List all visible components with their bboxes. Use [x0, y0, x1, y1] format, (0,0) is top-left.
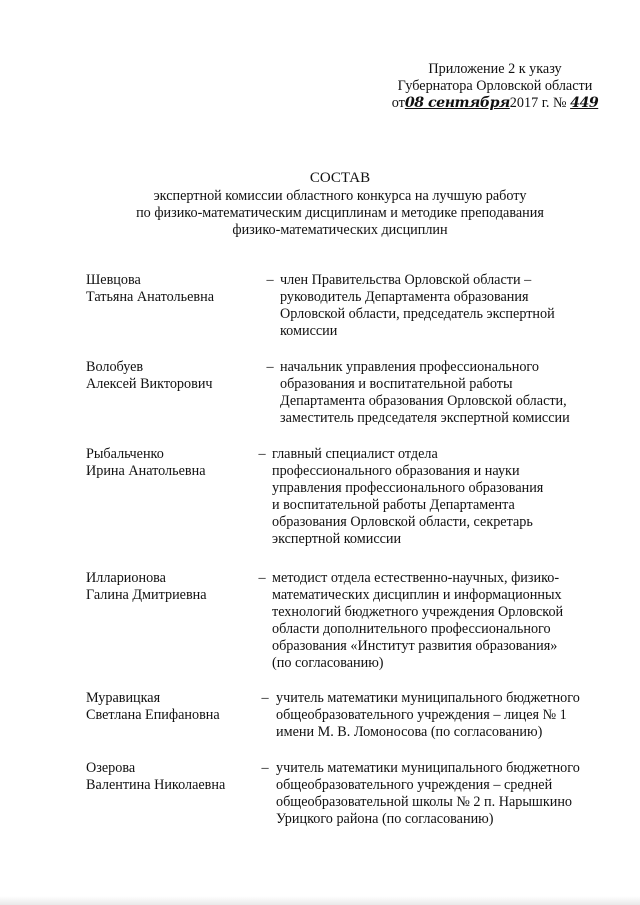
- member-given-names: Галина Дмитриевна: [86, 587, 207, 603]
- member-name: [86, 272, 256, 306]
- member-role: [272, 446, 612, 548]
- appendix-title: Приложение 2 к указу: [428, 61, 562, 77]
- role-line: Орловской области, председатель экспертной: [280, 306, 555, 322]
- role-line: начальник управления профессионального: [280, 359, 539, 375]
- role-line: заместитель председателя экспертной комиссии: [280, 410, 570, 426]
- role-line: учитель математики муниципального бюджетного: [276, 690, 580, 706]
- member-name: [86, 690, 256, 724]
- title-main: СОСТАВ: [309, 170, 371, 186]
- title-line-2: по физико-математическим дисциплинам и методике преподавания: [136, 205, 544, 221]
- role-line: общеобразовательного учреждения – лицея № 1: [276, 707, 567, 723]
- role-line: управления профессионального образования: [272, 480, 544, 496]
- role-line: профессионального образования и науки: [272, 463, 520, 479]
- role-line: математических дисциплин и информационных: [272, 587, 562, 603]
- member-given-names: Алексей Викторович: [86, 376, 213, 392]
- role-line: образования Орловской области, секретарь: [272, 514, 533, 530]
- member-surname: Озерова: [86, 760, 136, 776]
- role-line: (по согласованию): [272, 655, 384, 671]
- member-dash: –: [258, 570, 266, 586]
- role-line: общеобразовательной школы № 2 п. Нарышкино: [276, 794, 573, 810]
- member-given-names: Ирина Анатольевна: [86, 463, 206, 479]
- date-year: 2017 г. №: [509, 95, 567, 111]
- member-name: [86, 570, 256, 604]
- title-line-3: физико-математических дисциплин: [232, 222, 448, 238]
- role-line: главный специалист отдела: [272, 446, 438, 462]
- role-line: учитель математики муниципального бюджетного: [276, 760, 580, 776]
- role-line: комиссии: [280, 323, 338, 339]
- member-role: [272, 570, 612, 672]
- member-given-names: Валентина Николаевна: [86, 777, 226, 793]
- decree-date-line: [370, 95, 620, 112]
- member-role: [280, 359, 620, 427]
- member-dash: –: [266, 272, 274, 288]
- member-dash: –: [261, 690, 269, 706]
- member-name: [86, 446, 256, 480]
- date-prefix: от: [391, 95, 405, 111]
- role-line: технологий бюджетного учреждения Орловской: [272, 604, 564, 620]
- role-line: и воспитательной работы Департамента: [272, 497, 515, 513]
- member-role: [276, 760, 616, 828]
- member-dash: –: [261, 760, 269, 776]
- member-role: [276, 690, 616, 741]
- document-title: [40, 170, 640, 239]
- role-line: Департамента образования Орловской области,: [280, 393, 567, 409]
- role-line: области дополнительного профессионального: [272, 621, 551, 637]
- role-line: имени М. В. Ломоносова (по согласованию): [276, 724, 543, 740]
- member-surname: Муравицкая: [86, 690, 161, 706]
- handwritten-number: 449: [570, 95, 599, 111]
- scan-bottom-edge: [0, 896, 640, 905]
- member-dash: –: [266, 359, 274, 375]
- member-dash: –: [258, 446, 266, 462]
- member-surname: Илларионова: [86, 570, 166, 586]
- appendix-authority: Губернатора Орловской области: [397, 78, 593, 94]
- title-line-1: экспертной комиссии областного конкурса на лучшую работу: [153, 188, 527, 204]
- member-name: [86, 760, 256, 794]
- role-line: член Правительства Орловской области –: [280, 272, 532, 288]
- handwritten-date: 08 сентября: [404, 95, 510, 111]
- member-given-names: Светлана Епифановна: [86, 707, 220, 723]
- member-surname: Рыбальченко: [86, 446, 164, 462]
- member-given-names: Татьяна Анатольевна: [86, 289, 214, 305]
- role-line: образования «Институт развития образования»: [272, 638, 558, 654]
- role-line: экспертной комиссии: [272, 531, 402, 547]
- member-surname: Волобуев: [86, 359, 144, 375]
- role-line: общеобразовательного учреждения – средней: [276, 777, 553, 793]
- appendix-header: [370, 61, 620, 112]
- role-line: Урицкого района (по согласованию): [276, 811, 494, 827]
- role-line: руководитель Департамента образования: [280, 289, 529, 305]
- member-role: [280, 272, 620, 340]
- role-line: образования и воспитательной работы: [280, 376, 513, 392]
- role-line: методист отдела естественно-научных, физико-: [272, 570, 560, 586]
- member-surname: Шевцова: [86, 272, 141, 288]
- member-name: [86, 359, 256, 393]
